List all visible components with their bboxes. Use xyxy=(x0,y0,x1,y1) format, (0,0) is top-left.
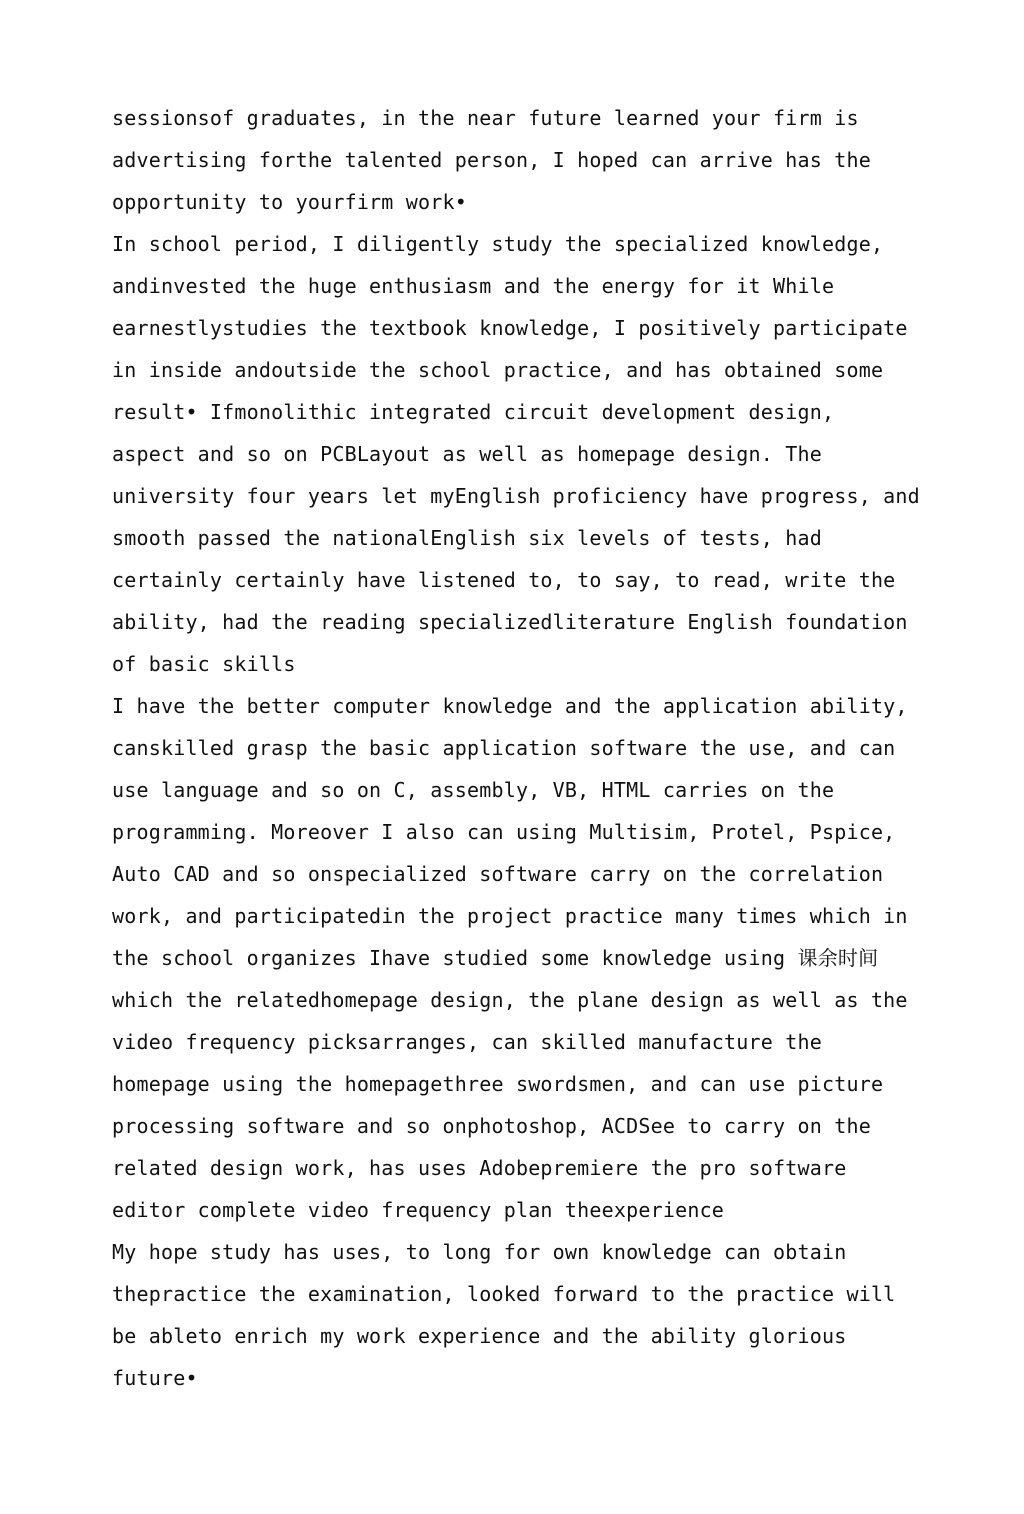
text-line: thepractice the examination, looked forward to the practice will xyxy=(112,1282,896,1306)
text-line: future• xyxy=(112,1366,198,1390)
text-line: homepage using the homepagethree swordsmen, and can use picture xyxy=(112,1072,884,1096)
document-body xyxy=(112,97,920,1399)
text-line: Auto CAD and so onspecialized software carry on the correlation xyxy=(112,862,884,886)
text-line: andinvested the huge enthusiasm and the energy for it While xyxy=(112,274,835,298)
text-line: opportunity to yourfirm work• xyxy=(112,190,467,214)
text-line: programming. Moreover I also can using Multisim, Protel, Pspice, xyxy=(112,820,896,844)
text-line: sessionsof graduates, in the near future learned your firm is xyxy=(112,106,859,130)
text-line: earnestlystudies the textbook knowledge, I positively participate xyxy=(112,316,908,340)
text-line: editor complete video frequency plan theexperience xyxy=(112,1198,725,1222)
text-line: My hope study has uses, to long for own knowledge can obtain xyxy=(112,1240,847,1264)
text-line: I have the better computer knowledge and the application ability, xyxy=(112,694,908,718)
text-line: the school organizes Ihave studied some knowledge using 课余时间 xyxy=(112,946,879,970)
text-line: work, and participatedin the project practice many times which in xyxy=(112,904,908,928)
text-line: use language and so on C, assembly, VB, HTML carries on the xyxy=(112,778,835,802)
text-line: smooth passed the nationalEnglish six levels of tests, had xyxy=(112,526,822,550)
text-line: aspect and so on PCBLayout as well as homepage design. The xyxy=(112,442,822,466)
text-line: in inside andoutside the school practice, and has obtained some xyxy=(112,358,884,382)
text-line: be ableto enrich my work experience and the ability glorious xyxy=(112,1324,847,1348)
text-line: In school period, I diligently study the specialized knowledge, xyxy=(112,232,884,256)
text-line: which the relatedhomepage design, the plane design as well as the xyxy=(112,988,908,1012)
text-line: canskilled grasp the basic application software the use, and can xyxy=(112,736,896,760)
text-line: result• Ifmonolithic integrated circuit development design, xyxy=(112,400,835,424)
text-line: related design work, has uses Adobepremiere the pro software xyxy=(112,1156,847,1180)
text-line: processing software and so onphotoshop, ACDSee to carry on the xyxy=(112,1114,871,1138)
text-line: advertising forthe talented person, I hoped can arrive has the xyxy=(112,148,871,172)
text-line: certainly certainly have listened to, to say, to read, write the xyxy=(112,568,896,592)
text-line: of basic skills xyxy=(112,652,296,676)
text-line: video frequency picksarranges, can skilled manufacture the xyxy=(112,1030,822,1054)
text-line: university four years let myEnglish proficiency have progress, and xyxy=(112,484,920,508)
text-line: ability, had the reading specializedliterature English foundation xyxy=(112,610,908,634)
